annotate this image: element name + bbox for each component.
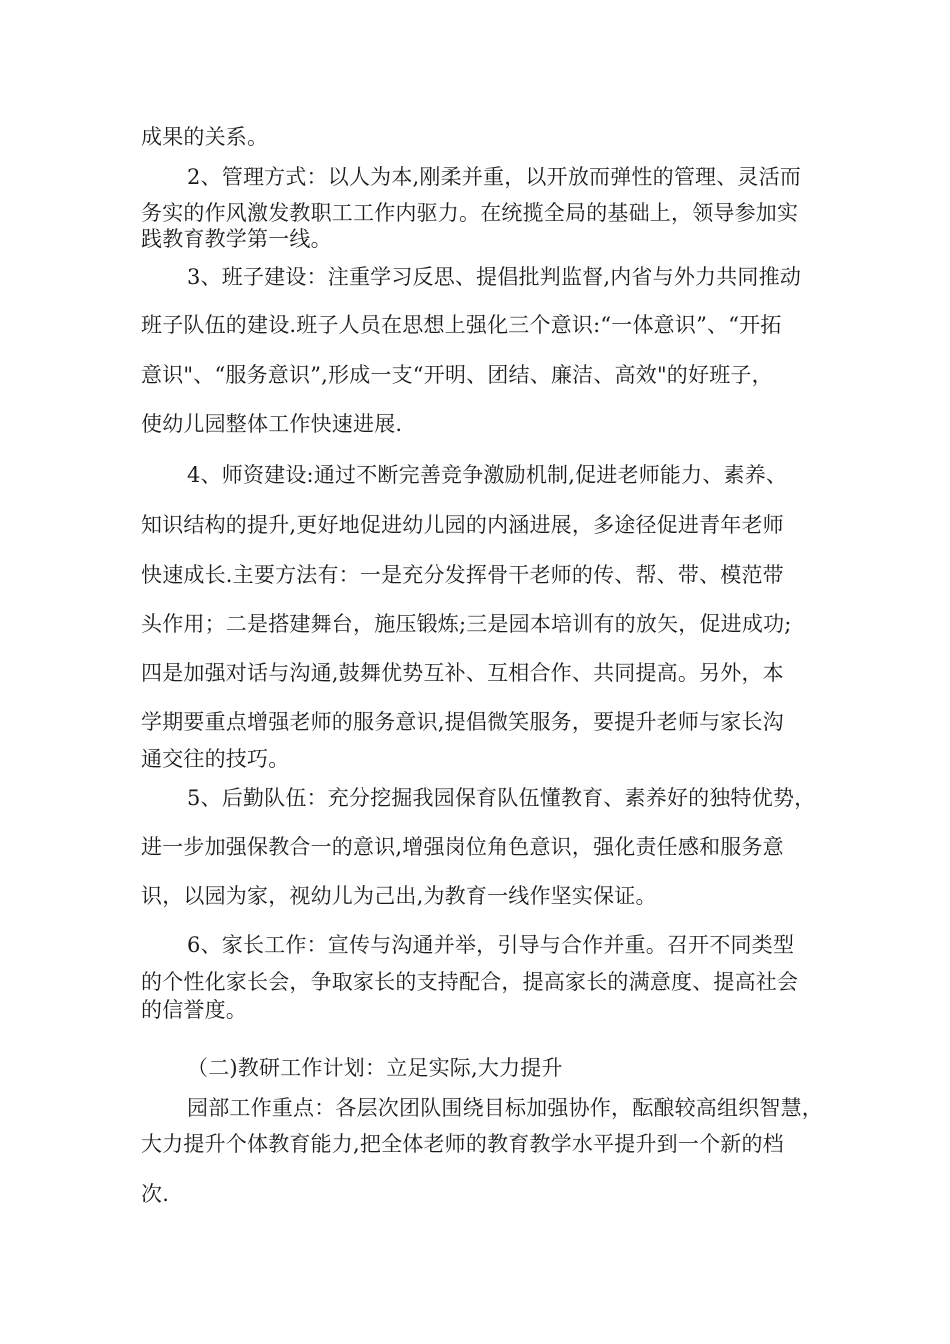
text-line: 知识结构的提升,更好地促进幼儿园的内涵进展，多途径促进青年老师: [141, 513, 784, 537]
text-line: 识，以园为家，视幼儿为己出,为教育一线作坚实保证。: [141, 884, 657, 908]
text-line: 成果的关系。: [141, 125, 269, 149]
text-line: 6、家长工作：宣传与沟通并举，引导与合作并重。召开不同类型: [187, 933, 795, 957]
text-line: 四是加强对话与沟通,鼓舞优势互补、互相合作、共同提高。另外，本: [141, 661, 784, 685]
text-line: 次.: [141, 1182, 170, 1206]
text-line: 大力提升个体教育能力,把全体老师的教育教学水平提升到一个新的档: [141, 1132, 784, 1156]
text-line: 的个性化家长会，争取家长的支持配合，提高家长的满意度、提高社会: [141, 970, 799, 994]
text-line: 通交往的技巧。: [141, 747, 290, 771]
text-line: 5、后勤队伍：充分挖掘我园保育队伍懂教育、素养好的独特优势，: [187, 786, 816, 810]
text-line: 快速成长.主要方法有：一是充分发挥骨干老师的传、帮、带、模范带: [141, 563, 784, 587]
section-heading: （二)教研工作计划：立足实际,大力提升: [187, 1056, 563, 1080]
text-line: 3、班子建设：注重学习反思、提倡批判监督,内省与外力共同推动: [187, 265, 802, 289]
text-line: 务实的作风激发教职工工作内驱力。在统揽全局的基础上，领导参加实: [141, 201, 799, 225]
text-line: 意识"、“服务意识”,形成一支“开明、团结、廉洁、高效"的好班子，: [141, 363, 773, 387]
text-line: 4、师资建设:通过不断完善竞争激励机制,促进老师能力、素养、: [187, 463, 788, 487]
text-line: 头作用；二是搭建舞台，施压锻炼;三是园本培训有的放矢，促进成功;: [141, 612, 792, 636]
text-line: 班子队伍的建设.班子人员在思想上强化三个意识:“一体意识”、“开拓: [141, 313, 782, 337]
text-line: 园部工作重点：各层次团队围绕目标加强协作，酝酿较高组织智慧，: [187, 1096, 823, 1120]
text-line: 的信誉度。: [141, 998, 247, 1022]
text-line: 使幼儿园整体工作快速进展.: [141, 412, 403, 436]
text-line: 践教育教学第一线。: [141, 227, 332, 251]
text-line: 进一步加强保教合一的意识,增强岗位角色意识，强化责任感和服务意: [141, 835, 784, 859]
text-line: 2、管理方式：以人为本,刚柔并重，以开放而弹性的管理、灵活而: [187, 165, 802, 189]
text-line: 学期要重点增强老师的服务意识,提倡微笑服务，要提升老师与家长沟: [141, 710, 784, 734]
